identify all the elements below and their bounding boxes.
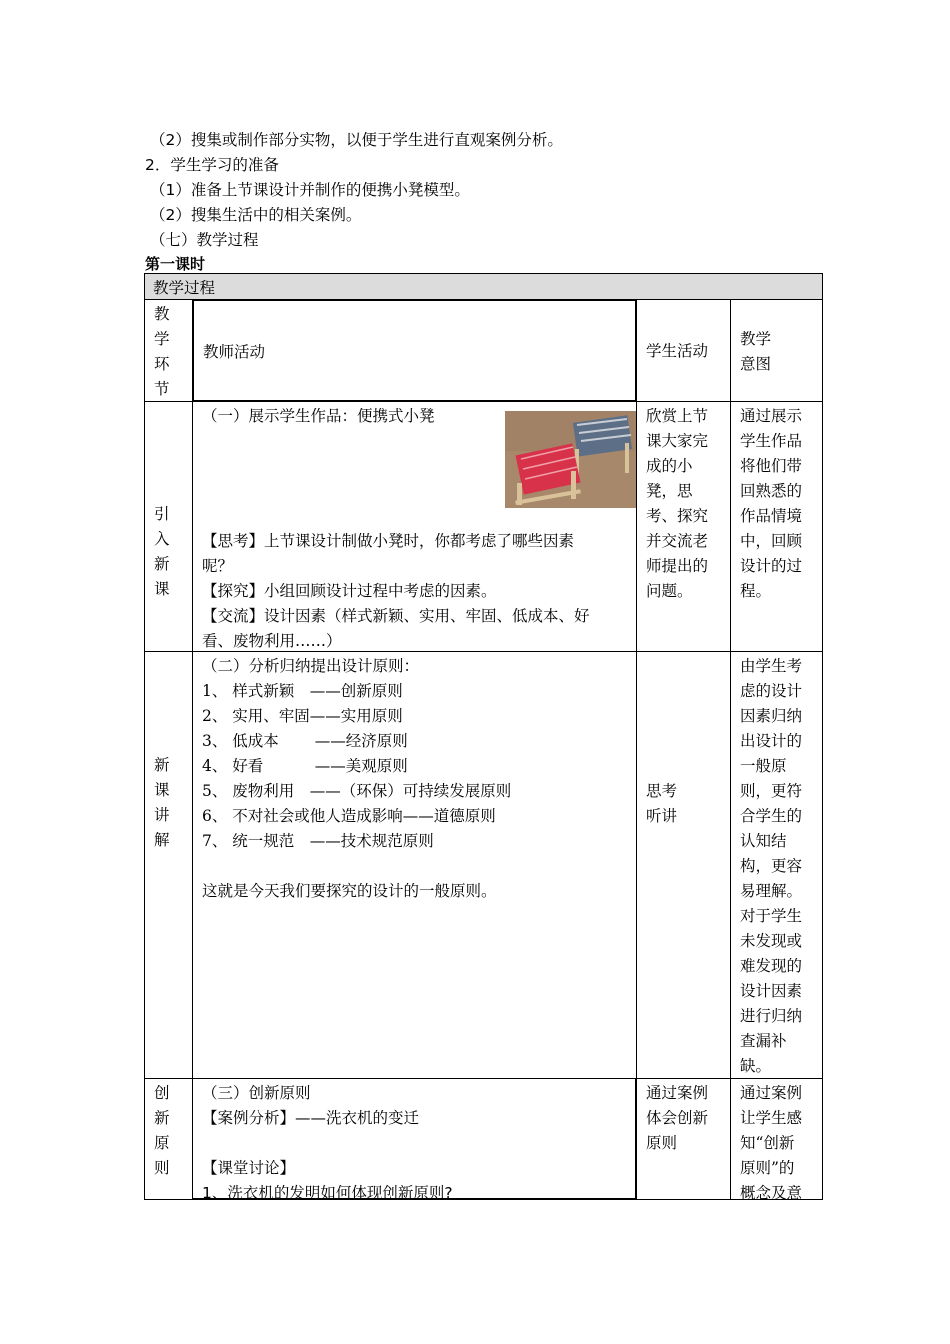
row3-stage: 创 新 原 则 — [144, 1078, 193, 1200]
intro-line-3: （1）准备上节课设计并制作的便携小凳模型。 — [150, 181, 470, 199]
row3-teacher: （三）创新原则 【案例分析】——洗衣机的变迁 【课堂讨论】 1、洗衣机的发明如何体现创新原则? — [192, 1078, 637, 1200]
row3-student: 通过案例 体会创新 原则 — [636, 1078, 731, 1200]
row1-intent: 通过展示 学生作品 将他们带 回熟悉的 作品情境 中，回顾 设计的过 程。 — [730, 401, 823, 652]
table-title: 教学过程 — [144, 273, 823, 300]
row2-student: 思考 听讲 — [636, 651, 731, 1079]
teaching-process-table — [144, 273, 823, 1200]
row3-intent: 通过案例 让学生感 知“创新 原则”的 概念及意 — [730, 1078, 823, 1200]
intro-line-1: （2）搜集或制作部分实物，以便于学生进行直观案例分析。 — [150, 131, 563, 149]
row1-stage: 引 入 新 课 — [144, 401, 193, 652]
intro-line-2: 2．学生学习的准备 — [145, 156, 279, 174]
row1-teacher-title: （一）展示学生作品：便携式小凳 — [202, 407, 435, 425]
intro-line-5: （七）教学过程 — [150, 231, 259, 249]
header-stage: 教 学 环 节 — [144, 299, 193, 402]
lesson-heading: 第一课时 — [145, 255, 206, 273]
row2-stage: 新 课 讲 解 — [144, 651, 193, 1079]
header-student: 学生活动 — [636, 299, 731, 402]
header-intent: 教学 意图 — [730, 299, 823, 402]
row1-student: 欣赏上节 课大家完 成的小 凳，思 考、探究 并交流老 师提出的 问题。 — [636, 401, 731, 652]
row2-intent: 由学生考 虑的设计 因素归纳 出设计的 一般原 则，更符 合学生的 认知结 构，更容 易理解。 对于学生 未发现或 难发现的 设计因素 进行归纳 查漏补 缺。 — [730, 651, 823, 1079]
header-teacher: 教师活动 — [192, 299, 637, 402]
stool-photo — [505, 411, 637, 508]
row2-teacher: （二）分析归纳提出设计原则： 1、 样式新颖 ——创新原则 2、 实用、牢固——实用原则 3、 低成本 ——经济原则 4、 好看 ——美观原则 5、 废物利用 ——（环保）可持续发展原则 6、 不对社会或他人造成影响——道德原则 7、 统一规范 ——技术规范原则 这就是今天我们要探究的设计的一般原则。 — [192, 651, 637, 1079]
intro-line-4: （2）搜集生活中的相关案例。 — [150, 206, 362, 224]
row1-teacher: （一）展示学生作品：便携式小凳 【思考】上节课设计制做小凳时，你都考虑了哪些因素 呢？ 【探究】小组回顾设计过程中考虑的因素。 【交流】设计因素（样式新颖、实用、牢固、低成本、好 看、废物利用……） — [192, 401, 637, 652]
